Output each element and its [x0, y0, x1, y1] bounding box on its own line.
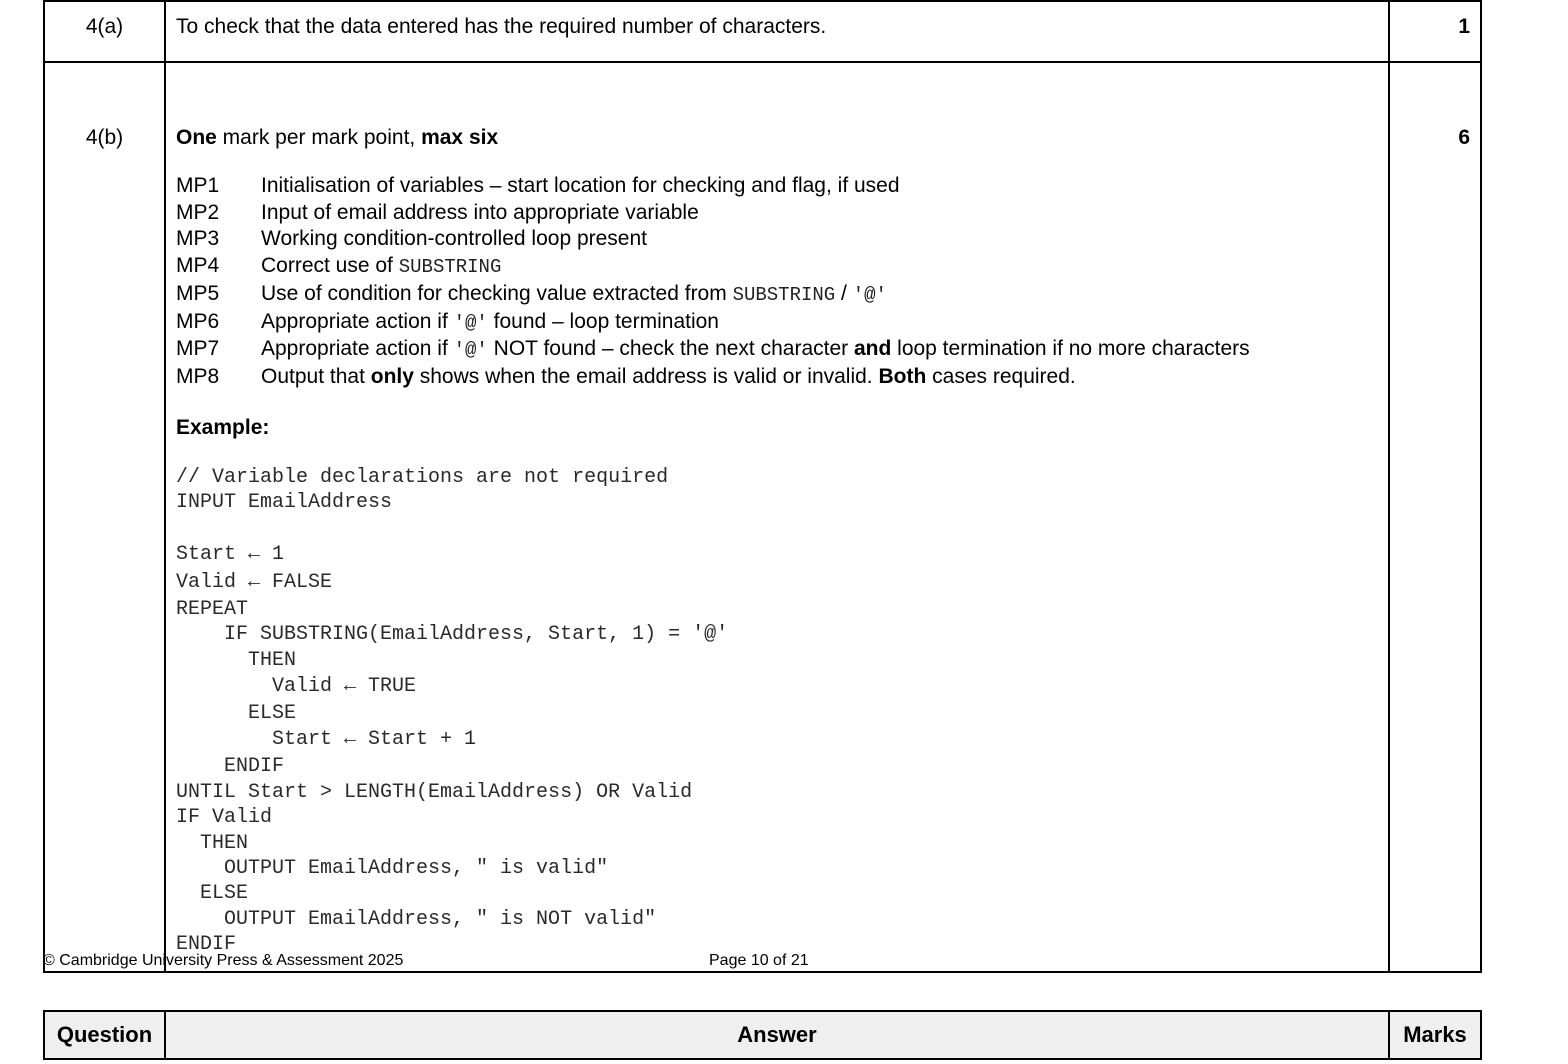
mark-point-code: MP6 — [176, 309, 220, 333]
mark-point-text: Input of email address into appropriate variable — [261, 200, 699, 224]
column-header-question: Question — [44, 1011, 165, 1059]
answer-text: To check that the data entered has the required number of characters. — [165, 1, 1389, 62]
code-line: Valid ← FALSE — [176, 570, 333, 594]
mark-point — [176, 226, 1380, 253]
code-line: Start ← 1 — [176, 542, 285, 566]
code-line: INPUT EmailAddress — [176, 491, 393, 515]
instruction-text: mark per mark point, — [216, 126, 422, 149]
code-literal: '@' — [852, 283, 887, 306]
instruction-bold-max: max six — [421, 126, 499, 149]
mark-point-code: MP7 — [176, 337, 220, 361]
mark-point-code: MP3 — [176, 227, 220, 251]
header-row — [44, 1011, 1481, 1059]
mark-point — [176, 200, 1380, 227]
answer-cell — [165, 62, 1389, 972]
question-number: 4(b) — [44, 62, 165, 972]
copyright-footer: © Cambridge University Press & Assessment 2025 — [43, 952, 404, 969]
code-line: ELSE — [176, 701, 297, 725]
instruction-bold-one: One — [176, 126, 217, 149]
mark-point-text: Appropriate action if '@' found – loop termination — [261, 309, 719, 334]
code-literal: '@' — [453, 311, 488, 334]
mark-scheme-table — [43, 0, 1482, 973]
mark-instruction — [176, 125, 1380, 151]
question-number: 4(a) — [44, 1, 165, 62]
pseudocode-block — [176, 465, 1380, 958]
code-line: IF SUBSTRING(EmailAddress, Start, 1) = '@' — [176, 623, 729, 647]
example-label: Example: — [176, 415, 270, 439]
code-literal: '@' — [453, 339, 488, 362]
mark-point-text: Initialisation of variables – start location for checking and flag, if used — [261, 174, 900, 197]
code-line: THEN — [176, 831, 249, 855]
mark-point-code: MP8 — [176, 364, 220, 388]
mark-point — [176, 281, 1380, 309]
table-row-4a — [44, 1, 1481, 62]
code-line: ENDIF — [176, 933, 237, 957]
mark-point-text: Output that only shows when the email address is valid or invalid. Both cases required. — [261, 364, 1076, 388]
code-line — [176, 515, 1380, 540]
code-line: ENDIF — [176, 755, 285, 779]
code-line: IF Valid — [176, 806, 273, 830]
mark-point — [176, 173, 1380, 200]
code-line: Valid ← TRUE — [176, 674, 417, 698]
code-line: // Variable declarations are not required — [176, 465, 669, 489]
code-keyword: SUBSTRING — [398, 256, 502, 279]
table-row-4b — [44, 62, 1481, 972]
mark-point — [176, 253, 1380, 281]
mark-point-text: Correct use of SUBSTRING — [261, 254, 502, 279]
next-page-table-header — [43, 1010, 1482, 1060]
mark-point-code: MP5 — [176, 281, 220, 305]
mark-point-text: Working condition-controlled loop present — [261, 227, 647, 251]
column-header-answer: Answer — [165, 1011, 1389, 1059]
mark-point-text: Use of condition for checking value extracted from SUBSTRING / '@' — [261, 281, 887, 306]
code-line: Start ← Start + 1 — [176, 728, 477, 752]
marks-value: 6 — [1389, 62, 1481, 972]
mark-point — [176, 364, 1380, 391]
mark-point-code: MP1 — [176, 174, 220, 197]
code-line: OUTPUT EmailAddress, " is NOT valid" — [176, 907, 657, 931]
mark-point-code: MP4 — [176, 254, 220, 278]
code-line: UNTIL Start > LENGTH(EmailAddress) OR Valid — [176, 780, 693, 804]
mark-point — [176, 309, 1380, 337]
mark-point — [176, 336, 1380, 364]
marks-value: 1 — [1389, 1, 1481, 62]
column-header-marks: Marks — [1389, 1011, 1481, 1059]
mark-point-list — [176, 173, 1380, 391]
code-line: OUTPUT EmailAddress, " is valid" — [176, 856, 609, 880]
mark-point-text: Appropriate action if '@' NOT found – check the next character and loop termination if no more characters — [261, 337, 1250, 362]
page-number: Page 10 of 21 — [709, 952, 809, 969]
code-line: REPEAT — [176, 597, 249, 621]
mark-point-code: MP2 — [176, 200, 220, 224]
code-line: ELSE — [176, 882, 249, 906]
code-keyword: SUBSTRING — [732, 283, 836, 306]
code-line: THEN — [176, 648, 297, 672]
